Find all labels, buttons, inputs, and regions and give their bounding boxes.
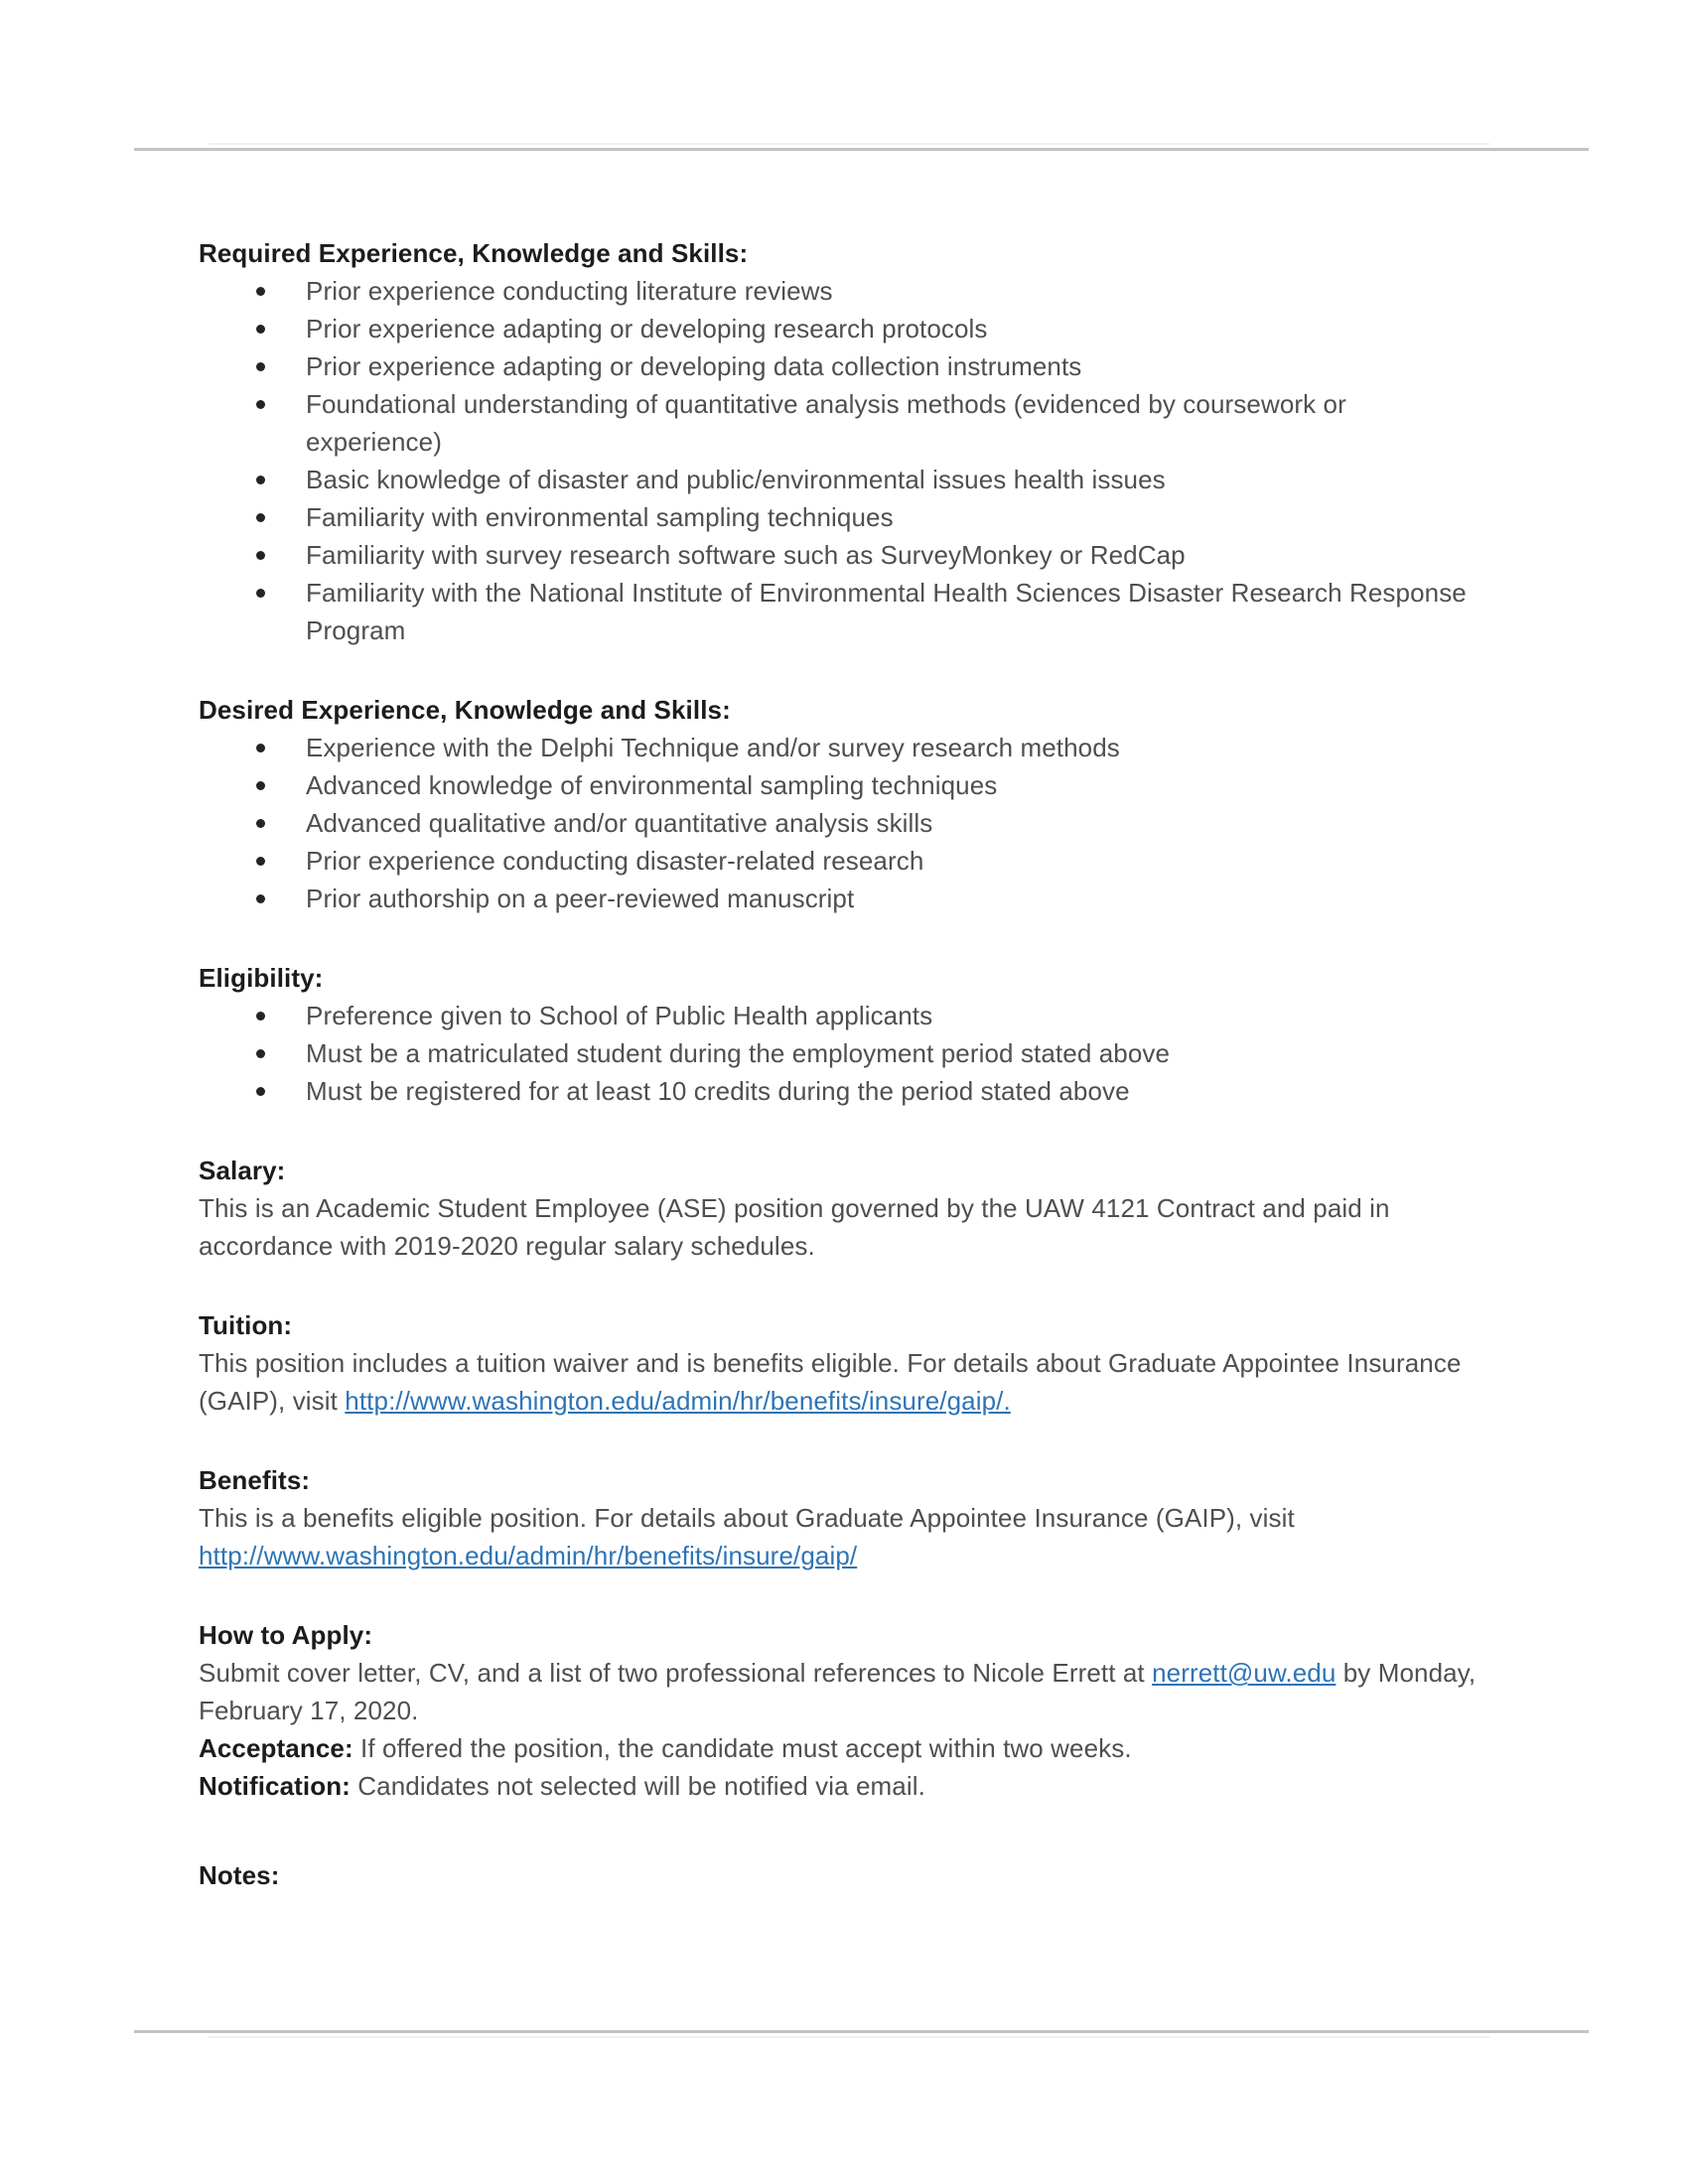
desired-skills-heading: Desired Experience, Knowledge and Skills: [199, 695, 731, 725]
page-separator-top [134, 148, 1589, 151]
acceptance-label: Acceptance: [199, 1733, 353, 1763]
acceptance-paragraph [199, 1729, 1489, 1767]
required-skills-heading: Required Experience, Knowledge and Skills: [199, 238, 749, 268]
eligibility-list [199, 997, 1489, 1110]
list-item: Preference given to School of Public Health applicants [199, 997, 1489, 1034]
tuition-gaip-link[interactable]: http://www.washington.edu/admin/hr/benefits/insure/gaip/. [345, 1386, 1011, 1416]
page-content [199, 234, 1489, 1894]
section-eligibility [199, 959, 1489, 1110]
list-item: Prior authorship on a peer-reviewed manuscript [199, 880, 1489, 917]
acceptance-text: If offered the position, the candidate must accept within two weeks. [352, 1733, 1132, 1763]
how-to-apply-text: Submit cover letter, CV, and a list of two professional references to Nicole Errett at [199, 1658, 1153, 1688]
list-item: Prior experience adapting or developing data collection instruments [199, 347, 1489, 385]
notification-label: Notification: [199, 1771, 351, 1801]
how-to-apply-paragraph [199, 1654, 1489, 1729]
notification-paragraph [199, 1767, 1489, 1805]
page-separator-bottom-highlight [209, 2036, 1489, 2038]
list-item: Foundational understanding of quantitative analysis methods (evidenced by coursework or experience) [199, 385, 1489, 461]
section-notes [199, 1856, 1489, 1894]
benefits-heading: Benefits: [199, 1465, 311, 1495]
list-item: Prior experience conducting disaster-related research [199, 842, 1489, 880]
tuition-text: This position includes a tuition waiver and is benefits eligible. For details about Graduate Appointee Insurance (GAIP), visit [199, 1348, 1462, 1416]
list-item: Prior experience conducting literature reviews [199, 272, 1489, 310]
section-desired-skills [199, 691, 1489, 917]
list-item: Must be registered for at least 10 credits during the period stated above [199, 1072, 1489, 1110]
benefits-text: This is a benefits eligible position. For details about Graduate Appointee Insurance (GAIP), visit [199, 1503, 1295, 1533]
benefits-paragraph [199, 1499, 1489, 1574]
section-how-to-apply [199, 1616, 1489, 1729]
section-benefits [199, 1461, 1489, 1574]
section-tuition [199, 1306, 1489, 1420]
list-item: Must be a matriculated student during the employment period stated above [199, 1034, 1489, 1072]
list-item: Advanced qualitative and/or quantitative analysis skills [199, 804, 1489, 842]
desired-skills-list [199, 729, 1489, 917]
notification-text: Candidates not selected will be notified via email. [350, 1771, 925, 1801]
list-item: Basic knowledge of disaster and public/environmental issues health issues [199, 461, 1489, 498]
section-required-skills [199, 234, 1489, 649]
page-separator-bottom [134, 2030, 1589, 2033]
list-item: Familiarity with environmental sampling techniques [199, 498, 1489, 536]
list-item: Experience with the Delphi Technique and/or survey research methods [199, 729, 1489, 766]
how-to-apply-heading: How to Apply: [199, 1620, 373, 1650]
page-separator-top-highlight [209, 143, 1489, 145]
tuition-paragraph [199, 1344, 1489, 1420]
tuition-heading: Tuition: [199, 1310, 293, 1340]
list-item: Familiarity with the National Institute of Environmental Health Sciences Disaster Research Response Program [199, 574, 1489, 649]
apply-email-link[interactable]: nerrett@uw.edu [1152, 1658, 1336, 1688]
benefits-gaip-link[interactable]: http://www.washington.edu/admin/hr/benefits/insure/gaip/ [199, 1541, 858, 1570]
salary-paragraph: This is an Academic Student Employee (ASE) position governed by the UAW 4121 Contract and paid in accordance with 2019-2020 regular salary schedules. [199, 1193, 1390, 1261]
how-to-apply-deadline-text: by Monday, February 17, 2020. [199, 1658, 1477, 1725]
list-item: Advanced knowledge of environmental sampling techniques [199, 766, 1489, 804]
eligibility-heading: Eligibility: [199, 963, 324, 993]
required-skills-list [199, 272, 1489, 649]
salary-heading: Salary: [199, 1156, 286, 1185]
list-item: Familiarity with survey research software such as SurveyMonkey or RedCap [199, 536, 1489, 574]
section-salary [199, 1152, 1489, 1265]
notes-heading: Notes: [199, 1860, 280, 1890]
list-item: Prior experience adapting or developing research protocols [199, 310, 1489, 347]
